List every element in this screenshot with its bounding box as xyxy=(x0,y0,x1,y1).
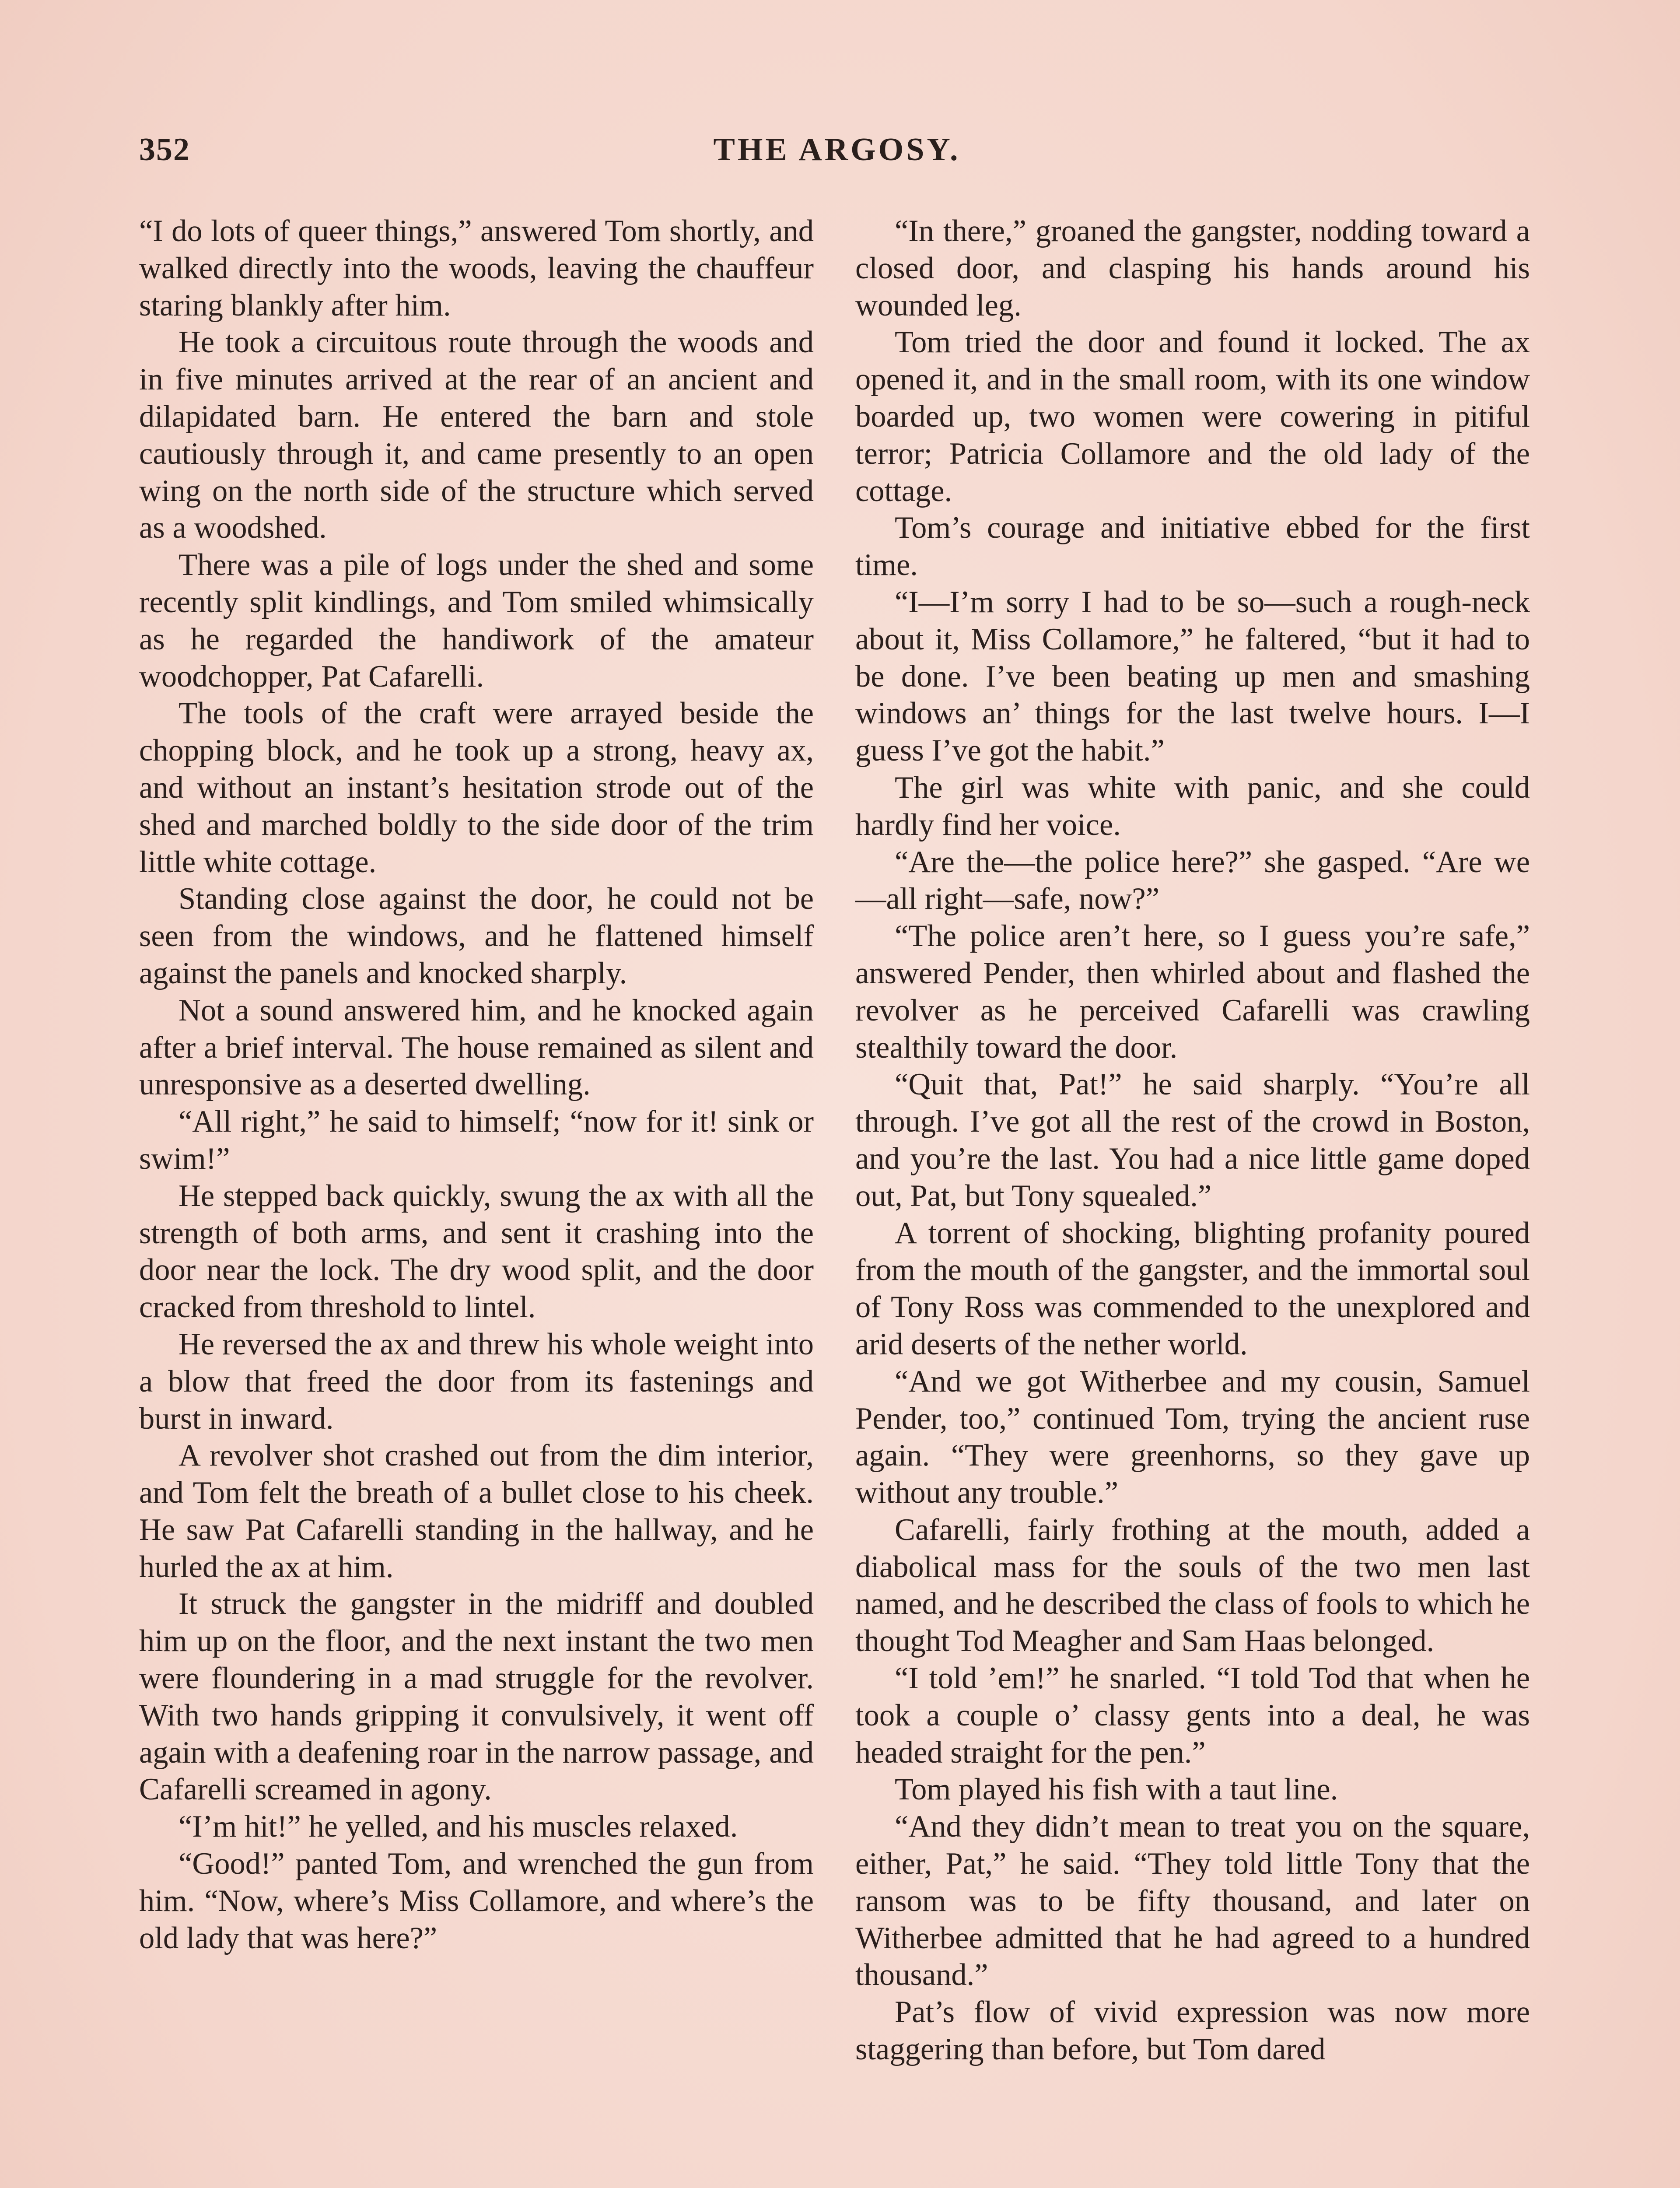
paragraph: Tom tried the door and found it locked. The ax opened it, and in the small room, with its one window boarded up, two women were cowering in pitiful terror; Patricia Collamore and the old lady of the cottage. xyxy=(855,325,1530,508)
paragraph: Tom’s courage and initiative ebbed for the first time. xyxy=(855,511,1530,582)
paragraph: He reversed the ax and threw his whole weight into a blow that freed the door from its fastenings and burst in inward. xyxy=(139,1327,814,1436)
paragraph: “Quit that, Pat!” he said sharply. “You’re all through. I’ve got all the rest of the crowd in Boston, and you’re the last. You had a nice little game doped out, Pat, but Tony squealed.” xyxy=(855,1067,1530,1213)
page-header xyxy=(139,131,1535,179)
paragraph: Cafarelli, fairly frothing at the mouth, added a diabolical mass for the souls of the two men last named, and he described the class of fools to which he thought Tod Meagher and Sam Haas belonged. xyxy=(855,1512,1530,1659)
paragraph: “I’m hit!” he yelled, and his muscles relaxed. xyxy=(178,1809,738,1844)
paragraph: Not a sound answered him, and he knocked again after a brief interval. The house remained as silent and unresponsive as a deserted dwelling. xyxy=(139,993,814,1102)
paragraph: “I do lots of queer things,” answered Tom shortly, and walked directly into the woods, leaving the chauffeur staring blankly after him. xyxy=(139,214,814,323)
paragraph: A revolver shot crashed out from the dim interior, and Tom felt the breath of a bullet close to his cheek. He saw Pat Cafarelli standing in the hallway, and he hurled the ax at him. xyxy=(139,1438,814,1584)
paragraph: Standing close against the door, he could not be seen from the windows, and he flattened himself against the panels and knocked sharply. xyxy=(139,882,814,990)
paragraph: The tools of the craft were arrayed beside the chopping block, and he took up a strong, heavy ax, and without an instant’s hesitation strode out of the shed and marched boldly to the side door of the trim little white cottage. xyxy=(139,696,814,879)
paragraph: “The police aren’t here, so I guess you’re safe,” answered Pender, then whirled about and flashed the revolver as he perceived Cafarelli was crawling stealthily toward the door. xyxy=(855,919,1530,1065)
paragraph: “I told ’em!” he snarled. “I told Tod that when he took a couple o’ classy gents into a deal, he was headed straight for the pen.” xyxy=(855,1661,1530,1770)
paragraph: There was a pile of logs under the shed and some recently split kindlings, and Tom smiled whimsically as he regarded the handiwork of the amateur woodchopper, Pat Cafarelli. xyxy=(139,548,814,694)
paragraph: Pat’s flow of vivid expression was now more staggering than before, but Tom dared xyxy=(855,1995,1530,2067)
paragraph: He took a circuitous route through the woods and in five minutes arrived at the rear of an ancient and dilapidated barn. He entered the barn and stole cautiously through it, and came presently to an open wing on the north side of the structure which served as a woodshed. xyxy=(139,325,814,545)
paragraph: “And they didn’t mean to treat you on the square, either, Pat,” he said. “They told little Tony that the ransom was to be fifty thousand, and later on Witherbee admitted that he had agreed to a hundred thousand.” xyxy=(855,1809,1530,1992)
paragraph: “All right,” he said to himself; “now for it! sink or swim!” xyxy=(139,1105,814,1176)
paragraph: “I—I’m sorry I had to be so—such a rough-neck about it, Miss Collamore,” he faltered, “but it had to be done. I’ve been beating up men and smashing windows an’ things for the last twelve hours. I—I guess I’ve got the habit.” xyxy=(855,585,1530,768)
paragraph: Tom played his fish with a taut line. xyxy=(895,1772,1338,1807)
paragraph: He stepped back quickly, swung the ax with all the strength of both arms, and sent it crashing into the door near the lock. The dry wood split, and the door cracked from threshold to lintel. xyxy=(139,1178,814,1325)
paragraph: A torrent of shocking, blighting profanity poured from the mouth of the gangster, and the immortal soul of Tony Ross was commended to the unexplored and arid deserts of the nether world. xyxy=(855,1216,1530,1361)
paragraph: “In there,” groaned the gangster, nodding toward a closed door, and clasping his hands around his wounded leg. xyxy=(855,214,1530,323)
paragraph: It struck the gangster in the midriff and doubled him up on the floor, and the next instant the two men were floundering in a mad struggle for the revolver. With two hands gripping it convulsively, it went off again with a deafening roar in the narrow passage, and Cafarelli screamed in agony. xyxy=(139,1587,814,1807)
left-column xyxy=(139,213,814,1957)
paragraph: “Are the—the police here?” she gasped. “Are we—all right—safe, now?” xyxy=(855,845,1530,916)
running-head: THE ARGOSY. xyxy=(713,132,961,168)
right-column xyxy=(855,213,1530,2068)
paragraph: “Good!” panted Tom, and wrenched the gun from him. “Now, where’s Miss Collamore, and where’s the old lady that was here?” xyxy=(139,1847,814,1955)
paragraph: “And we got Witherbee and my cousin, Samuel Pender, too,” continued Tom, trying the ancient ruse again. “They were greenhorns, so they gave up without any trouble.” xyxy=(855,1364,1530,1510)
paragraph: The girl was white with panic, and she could hardly find her voice. xyxy=(855,770,1530,842)
page-number: 352 xyxy=(139,132,190,168)
